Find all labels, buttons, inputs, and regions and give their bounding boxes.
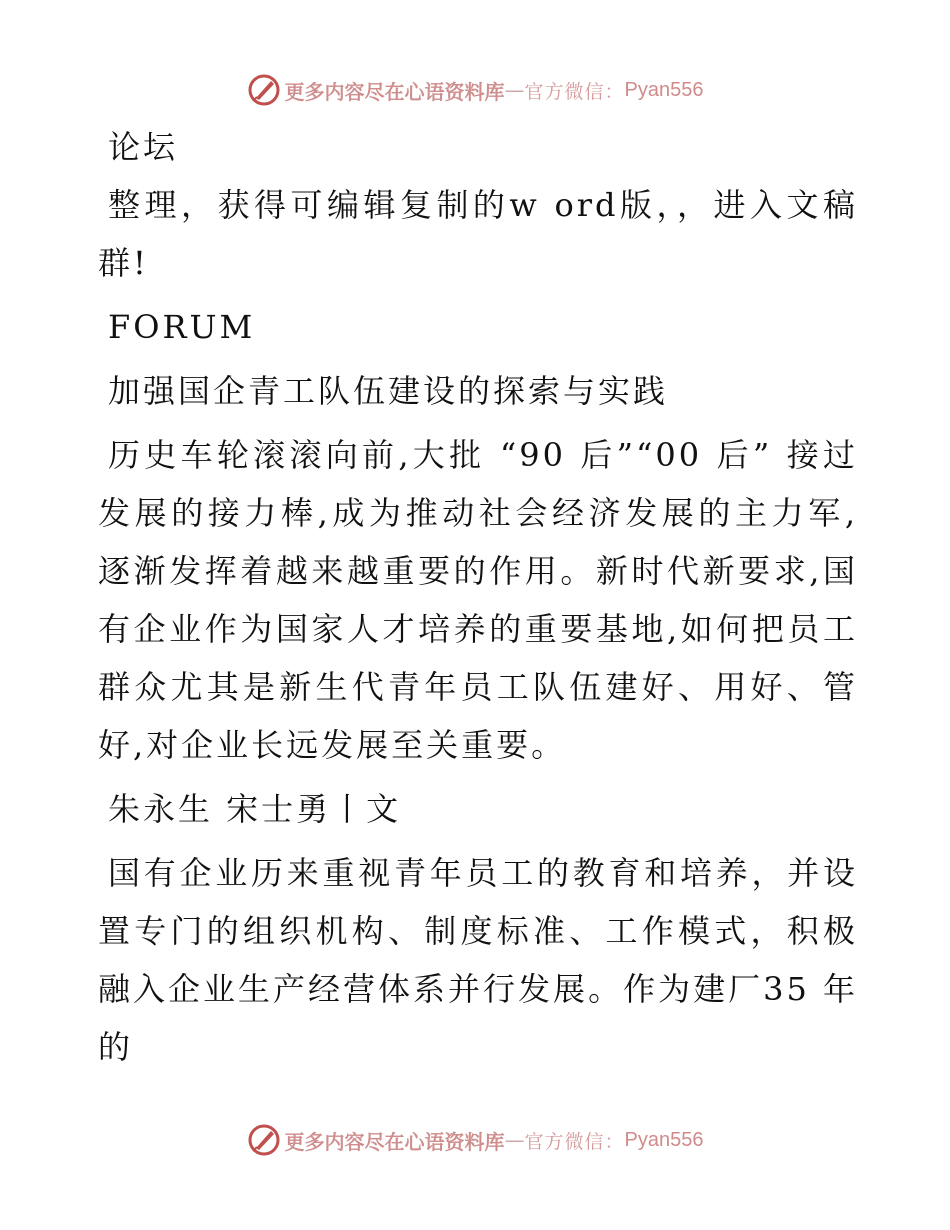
watermark-wechat-id: Pyan556 (624, 1128, 704, 1151)
article-lead-paragraph: 历史车轮滚滚向前,大批 “90 后”“00 后” 接过发展的接力棒,成为推动社会经济发展的主力军,逐渐发挥着越来越重要的作用。新时代新要求,国有企业作为国家人才培养的重要基地,如何把员工群众尤其是新生代青年员工队伍建好、用好、管好,对企业长远发展至关重要。 (98, 436, 858, 764)
section-label: 论坛 (108, 128, 179, 166)
watermark-separator: — (504, 78, 525, 102)
editor-note: 整理，获得可编辑复制的w ord版，，进入文稿群! (98, 186, 858, 282)
article-body-paragraph: 国有企业历来重视青年员工的教育和培养，并设置专门的组织机构、制度标准、工作模式，积极融入企业生产经营体系并行发展。作为建厂35 年的 (98, 854, 858, 1066)
header-watermark (0, 70, 950, 110)
article-byline: 朱永生 宋士勇丨文 (108, 790, 402, 828)
quill-logo-icon (247, 1123, 281, 1157)
watermark-brand-text: 更多内容尽在心语资料库 (284, 79, 505, 104)
watermark-brand-text: 更多内容尽在心语资料库 (284, 1129, 505, 1154)
footer-watermark (0, 1120, 950, 1160)
watermark-wechat-label: 官方微信： (524, 80, 625, 103)
watermark-separator: — (504, 1128, 525, 1152)
watermark-wechat-label: 官方微信： (524, 1130, 625, 1153)
watermark-wechat-id: Pyan556 (624, 78, 704, 101)
section-label-en: FORUM (108, 308, 256, 346)
article-title: 加强国企青工队伍建设的探索与实践 (108, 372, 669, 410)
quill-logo-icon (247, 73, 281, 107)
document-body (98, 118, 858, 1076)
